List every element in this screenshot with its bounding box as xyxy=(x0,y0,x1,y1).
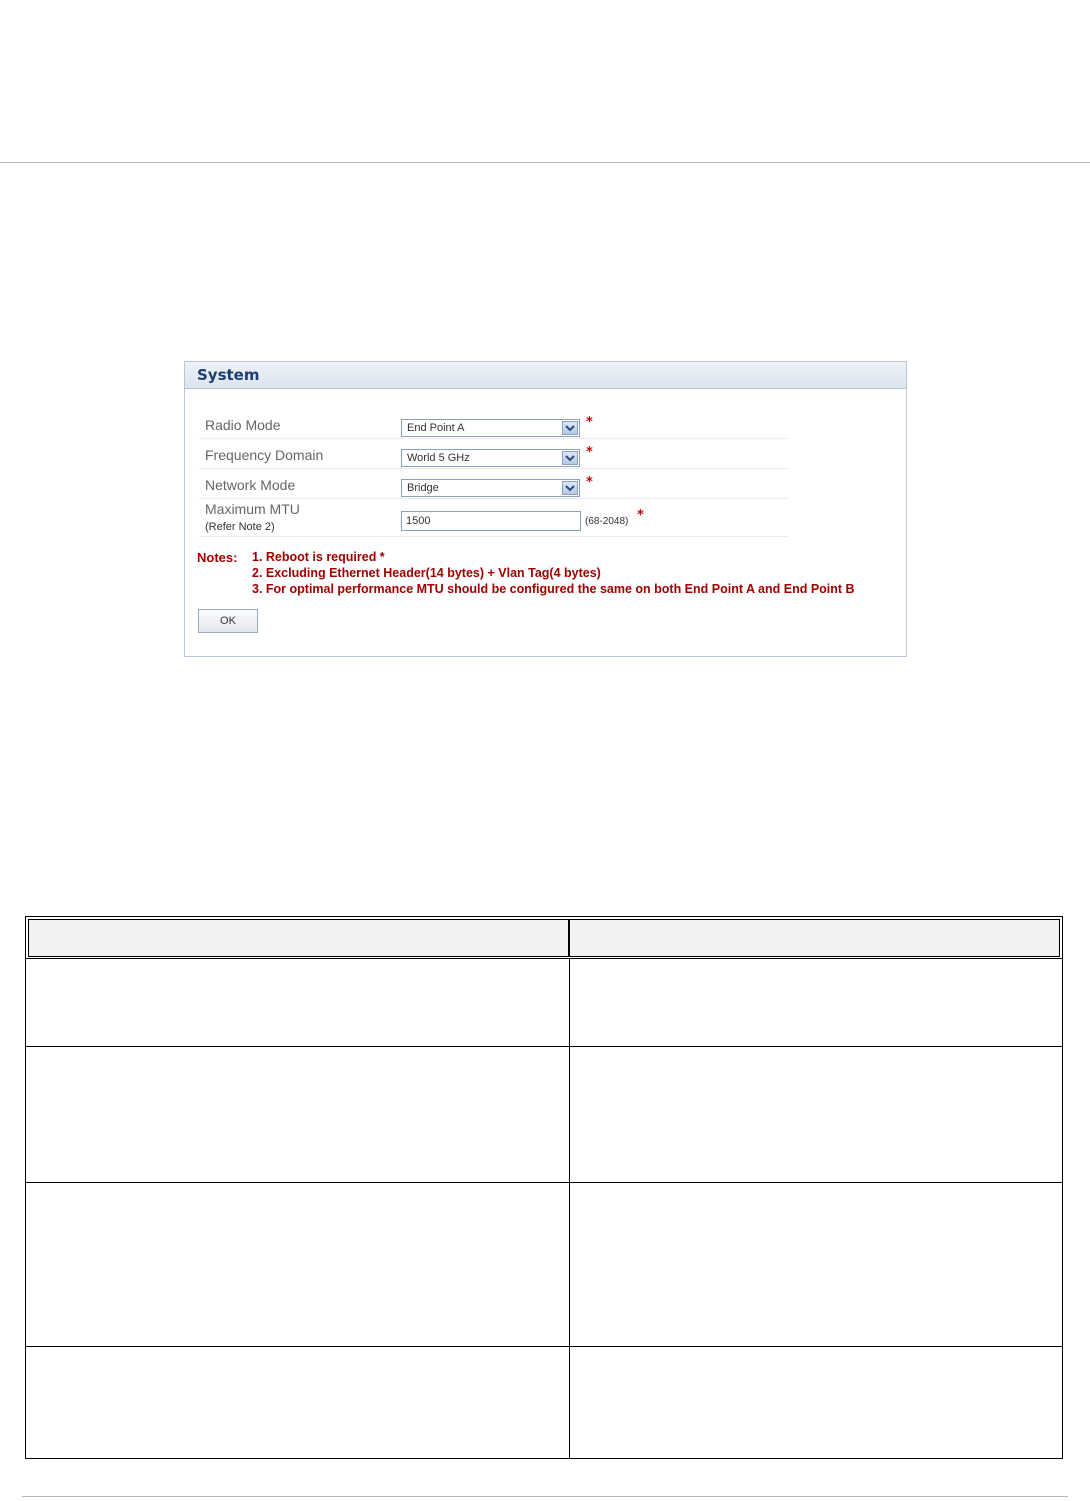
network-mode-value: Bridge xyxy=(407,482,439,494)
frequency-domain-value: World 5 GHz xyxy=(407,452,470,464)
parameter-table xyxy=(25,916,1063,1459)
mtu-range-hint: (68-2048) xyxy=(585,516,629,527)
footer-rule xyxy=(22,1496,1068,1497)
radio-mode-value: End Point A xyxy=(407,422,465,434)
notes-title: Notes: xyxy=(197,550,238,565)
radio-mode-select[interactable] xyxy=(401,419,580,437)
table-header-cell xyxy=(569,919,1060,957)
header-rule xyxy=(0,162,1090,163)
panel-title: System xyxy=(185,362,906,389)
required-marker: * xyxy=(637,508,644,523)
network-mode-select[interactable] xyxy=(401,479,580,497)
system-panel xyxy=(184,361,907,657)
ok-button[interactable]: OK xyxy=(198,609,258,633)
required-marker: * xyxy=(586,445,593,460)
maximum-mtu-input[interactable] xyxy=(401,511,581,531)
maximum-mtu-value: 1500 xyxy=(406,515,431,527)
maximum-mtu-row xyxy=(199,498,789,537)
table-row xyxy=(26,1182,1062,1183)
column-divider xyxy=(569,958,570,1458)
frequency-domain-select[interactable] xyxy=(401,449,580,467)
frequency-domain-row xyxy=(199,438,789,469)
frequency-domain-label: Frequency Domain xyxy=(205,447,324,463)
required-marker: * xyxy=(586,475,593,490)
table-row xyxy=(26,1346,1062,1347)
maximum-mtu-sublabel: (Refer Note 2) xyxy=(205,521,275,533)
note-item: 3. For optimal performance MTU should be configured the same on both End Point A and End Point B xyxy=(252,582,855,596)
note-item: 1. Reboot is required * xyxy=(252,550,385,564)
required-marker: * xyxy=(586,415,593,430)
radio-mode-label: Radio Mode xyxy=(205,417,281,433)
note-item: 2. Excluding Ethernet Header(14 bytes) + Vlan Tag(4 bytes) xyxy=(252,566,601,580)
table-row xyxy=(26,1046,1062,1047)
chevron-down-icon[interactable] xyxy=(562,421,578,435)
chevron-down-icon[interactable] xyxy=(562,481,578,495)
table-row xyxy=(26,958,1062,959)
network-mode-row xyxy=(199,468,789,499)
radio-mode-row xyxy=(199,408,789,439)
network-mode-label: Network Mode xyxy=(205,477,296,493)
chevron-down-icon[interactable] xyxy=(562,451,578,465)
table-header-cell xyxy=(28,919,569,957)
maximum-mtu-label: Maximum MTU xyxy=(205,501,300,517)
